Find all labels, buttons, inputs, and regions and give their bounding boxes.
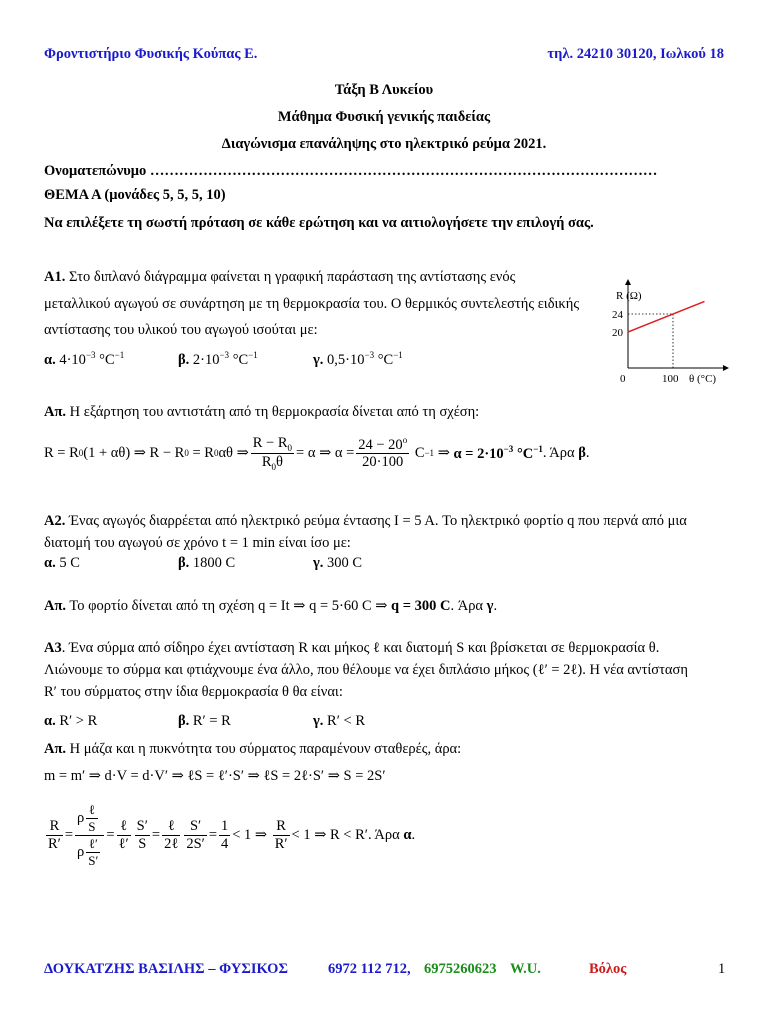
header-left: Φροντιστήριο Φυσικής Κούπας Ε. (44, 46, 258, 62)
resistance-temperature-chart (606, 276, 734, 388)
a2-option-a: α. 5 C (44, 555, 80, 571)
fraction-1: $\frac{R - R_0}{R_0\theta}$ (252, 434, 293, 472)
a3-line3: R′ του σύρματος στην ίδια θερμοκρασία θ θα είναι: (44, 684, 343, 700)
a3-line2: Λιώνουμε το σύρμα και φτιάχνουμε ένα άλλο, που θέλουμε να έχει διπλάσιο μήκος (ℓ′ = 2ℓ). Η νέα αντίσταση (44, 662, 688, 678)
instruction: Να επιλέξετε τη σωστή πρόταση σε κάθε ερώτηση και να αιτιολογήσετε την επιλογή σας. (44, 215, 594, 231)
a3-equation-mass: m = m′ ⇒ d·V = d·V′ ⇒ ℓS = ℓ′·S′ ⇒ ℓS = 2ℓ·S′ ⇒ S = 2S′ (44, 768, 386, 784)
a1-answer-intro: Απ. Η εξάρτηση του αντιστάτη από τη θερμοκρασία δίνεται από τη σχέση: (44, 404, 480, 420)
a2-option-c: γ. 300 C (313, 555, 363, 571)
a2-option-b: β. 1800 C (178, 555, 236, 571)
a3-option-c: γ. R′ < R (313, 713, 365, 729)
a3-line1: Α3. Ένα σύρμα από σίδηρο έχει αντίσταση R και μήκος ℓ και διατομή S και βρίσκεται σε θερμοκρασία θ. (44, 640, 660, 656)
title-exam: Διαγώνισμα επανάληψης στο ηλεκτρικό ρεύμα 2021. (221, 136, 547, 152)
x-axis-label: θ (°C) (689, 373, 717, 385)
page-number: 1 (718, 961, 726, 977)
a3-option-b: β. R′ = R (178, 713, 231, 729)
series-line (628, 301, 705, 332)
title-class: Τάξη Β Λυκείου (334, 82, 434, 98)
a1-equation: R = R 0 (1 + αθ) ⇒ R − R 0 = R 0 αθ ⇒ $\frac{R - R_0}{R_0\theta}$ = α ⇒ α = $\frac{24 - 20^o}{20\cdot 100}$ C −1 ⇒ $\alpha = 2\cdot 10^{-3}$ $^\circ C^{-1}$ . Άρα β . (44, 434, 590, 472)
a1-label: Α1. (44, 269, 66, 285)
theme-heading: ΘΕΜΑ Α (μονάδες 5, 5, 5, 10) (44, 187, 226, 203)
title-subject: Μάθημα Φυσική γενικής παιδείας (277, 109, 491, 125)
a1-line3: αντίστασης του υλικού του αγωγού ισούται με: (44, 322, 318, 338)
footer-city: Βόλος (589, 961, 627, 977)
a3-answer-intro: Απ. Η μάζα και η πυκνότητα του σύρματος παραμένουν σταθερές, άρα: (44, 741, 462, 757)
a2-answer: Απ. Το φορτίο δίνεται από τη σχέση q = It ⇒ q = 5·60 C ⇒ q = 300 C. Άρα γ. (44, 598, 498, 614)
fraction-2: $\frac{24 - 20^o}{20\cdot 100}$ (358, 434, 408, 471)
x-tick-100: 100 (662, 373, 679, 385)
y-axis-label: R (Ω) (616, 290, 642, 302)
a2-line2: διατομή του αγωγού σε χρόνο t = 1 min είναι ίσο με: (44, 535, 351, 551)
a3-option-a: α. R′ > R (44, 713, 98, 729)
y-tick-20: 20 (612, 327, 623, 339)
a2-line1: Α2. Ένας αγωγός διαρρέεται από ηλεκτρικό ρεύμα έντασης I = 5 A. Το ηλεκτρικό φορτίο q που περνά από μια (44, 513, 687, 529)
y-tick-24: 24 (612, 309, 623, 321)
a1-option-a: α. $4\cdot 10^{-3}$ $^\circ C^{-1}$ (44, 350, 125, 368)
footer-name: ΔΟΥΚΑΤΖΗΣ ΒΑΣΙΛΗΣ – ΦΥΣΙΚΟΣ (44, 961, 288, 977)
footer-phone-2: 6975260623 (424, 961, 497, 977)
a1-line2: μεταλλικού αγωγού σε συνάρτηση με τη θερμοκρασία του. Ο θερμικός συντελεστής ειδικής (44, 296, 580, 312)
a1-option-c: γ. $0,5\cdot 10^{-3}$ $^\circ C^{-1}$ (313, 350, 403, 368)
footer-wu: W.U. (510, 961, 541, 977)
name-line: Ονοματεπώνυμο …………………………………………………………………………………………… (44, 163, 658, 179)
a1-option-b: β. $2\cdot 10^{-3}$ $^\circ C^{-1}$ (178, 350, 258, 368)
header-right: τηλ. 24210 30120, Ιωλκού 18 (547, 46, 724, 62)
footer-phone-1: 6972 112 712, (328, 961, 411, 977)
a3-equation-ratio: $\frac{R}{R'}$ = ρ $\frac{\text{ℓ}}{S}$ ρ $\frac{\text{ℓ′}}{S'}$ = $\frac{\text{ℓ}}{\text{ℓ′}}$ $\frac{S'}{S}$ = $\frac{\text{ℓ}}{\text{2ℓ}}$ $\frac{S'}{2S'}$ = $\frac{1}{4}$ < 1 ⇒ $\frac{R}{R'}$ < 1 ⇒ R < R′ . Άρα α . (48, 801, 416, 868)
a1-line1: Α1. Στο διπλανό διάγραμμα φαίνεται η γραφική παράσταση της αντίστασης ενός (44, 269, 516, 285)
x-tick-0: 0 (620, 373, 626, 385)
